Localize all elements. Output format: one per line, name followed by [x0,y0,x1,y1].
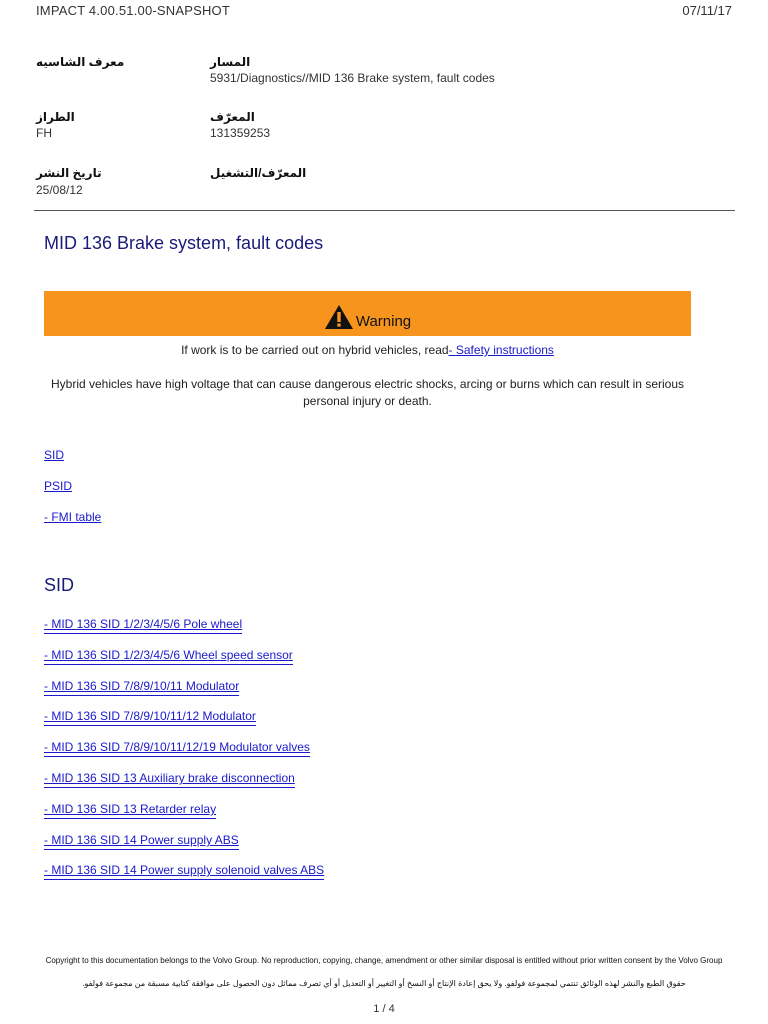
path-value: 5931/Diagnostics//MID 136 Brake system, fault codes [210,71,495,85]
print-date: 07/11/17 [682,3,732,18]
sid-link-modulator-valves[interactable]: - MID 136 SID 7/8/9/10/11/12/19 Modulator valves [44,740,310,757]
sid-link-power-supply-solenoid-valves[interactable]: - MID 136 SID 14 Power supply solenoid valves ABS [44,863,324,880]
toc-link-psid[interactable]: PSID [44,479,73,493]
header-divider [34,210,735,211]
app-version: IMPACT 4.00.51.00-SNAPSHOT [36,3,231,18]
sid-link-pole-wheel[interactable]: - MID 136 SID 1/2/3/4/5/6 Pole wheel [44,617,242,634]
sid-link-power-supply-abs[interactable]: - MID 136 SID 14 Power supply ABS [44,833,239,850]
sid-link-aux-brake-disconnection[interactable]: - MID 136 SID 13 Auxiliary brake disconnection [44,771,295,788]
warning-line-1 [44,342,691,359]
operation-label: المعرّف/التشغيل [210,166,307,180]
warning-triangle-icon [324,304,354,330]
toc-link-fmi-table[interactable]: - FMI table [44,510,102,524]
warning-banner [44,291,691,336]
sid-link-retarder-relay[interactable]: - MID 136 SID 13 Retarder relay [44,802,216,819]
sid-section-heading: SID [44,575,75,595]
page-number: 1 / 4 [373,1003,395,1015]
path-label: المسار [210,55,251,69]
model-label: الطراز [36,110,75,124]
copyright-english: Copyright to this documentation belongs to the Volvo Group. No reproduction, copying, change, amendment or other similar disposal is entitled without prior written consent by the Volvo Group [45,956,723,965]
page-title: MID 136 Brake system, fault codes [44,233,324,253]
model-value: FH [36,126,52,140]
warning-line-1-text: If work is to be carried out on hybrid vehicles, read [181,343,449,357]
id-value: 131359253 [210,126,271,140]
publish-date-value: 25/08/12 [36,183,83,197]
id-label: المعرّف [210,110,255,124]
chassis-id-label: معرف الشاسيه [36,55,125,69]
copyright-arabic: حقوق الطبع والنشر لهذه الوثائق تنتمي لمجموعة فولفو. ولا يحق إعادة الإنتاج أو النسخ أو التغيير أو التعديل أو أي تصرف مماثل دون الحصول على موافقة كتابية مسبقة من مجموعة فولفو. [82,979,686,988]
sid-link-wheel-speed-sensor[interactable]: - MID 136 SID 1/2/3/4/5/6 Wheel speed sensor [44,648,293,665]
warning-line-2: Hybrid vehicles have high voltage that can cause dangerous electric shocks, arcing or burns which can result in serious personal injury or death. [51,377,684,408]
toc-link-sid[interactable]: SID [44,448,65,462]
safety-instructions-link[interactable]: - Safety instructions [448,343,554,357]
warning-label: Warning [355,312,412,330]
sid-link-modulator-7-11[interactable]: - MID 136 SID 7/8/9/10/11 Modulator [44,679,239,696]
publish-date-label: تاريخ النشر [36,166,102,180]
sid-link-modulator-7-12[interactable]: - MID 136 SID 7/8/9/10/11/12 Modulator [44,709,256,726]
